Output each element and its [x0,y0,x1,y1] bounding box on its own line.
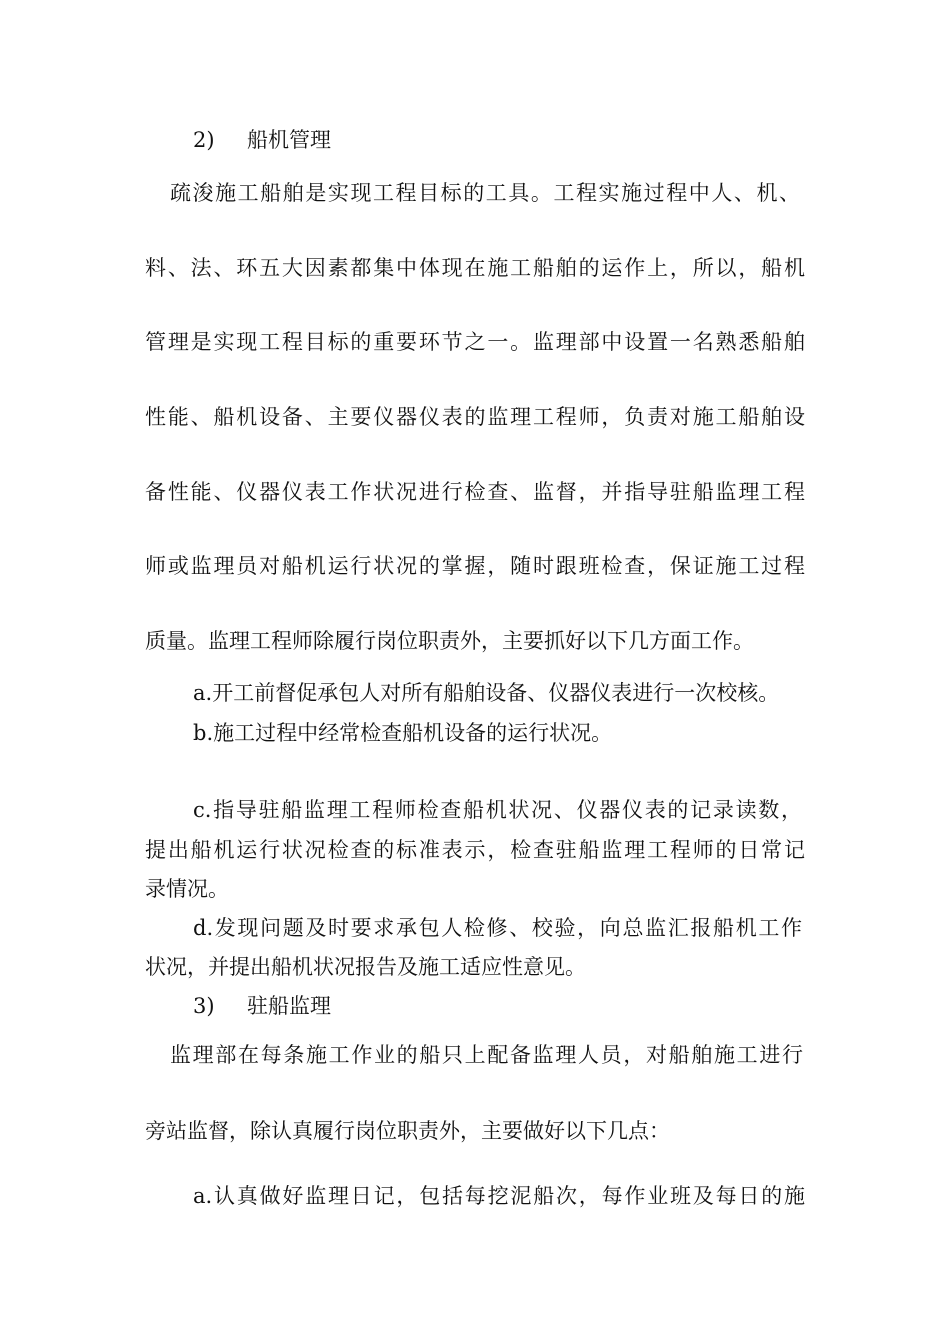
section-2-paragraph-line: 质量。监理工程师除履行岗位职责外，主要抓好以下几方面工作。 [145,629,754,653]
section-3-paragraph-line: 监理部在每条施工作业的船只上配备监理人员，对船舶施工进行 [170,1043,803,1067]
section-2-paragraph-line: 管理是实现工程目标的重要环节之一。监理部中设置一名熟悉船舶 [145,330,805,354]
section-3-paragraph-line: 旁站监督，除认真履行岗位职责外，主要做好以下几点： [145,1119,670,1143]
section-2-paragraph-line: 备性能、仪器仪表工作状况进行检查、监督，并指导驻船监理工程 [145,480,805,504]
section-2-paragraph-line: 疏浚施工船舶是实现工程目标的工具。工程实施过程中人、机、 [170,181,800,205]
section-2-item-d-line: 状况，并提出船机状况报告及施工适应性意见。 [145,955,586,979]
section-2-number: 2) [193,128,215,152]
section-2-paragraph-line: 师或监理员对船机运行状况的掌握，随时跟班检查，保证施工过程 [145,554,805,578]
section-2-item-c-line: c.指导驻船监理工程师检查船机状况、仪器仪表的记录读数， [193,798,802,822]
section-2-item-c-line: 提出船机运行状况检查的标准表示，检查驻船监理工程师的日常记 [145,838,805,862]
section-2-item-d-line: d.发现问题及时要求承包人检修、校验，向总监汇报船机工作 [193,916,802,940]
section-2-heading [145,126,805,154]
section-2-paragraph-line: 料、法、环五大因素都集中体现在施工船舶的运作上，所以，船机 [145,256,805,280]
section-3-title: 驻船监理 [247,994,331,1018]
section-3-number: 3) [193,994,215,1018]
section-2-item-c-line: 录情况。 [145,877,229,901]
section-2-item-b: b.施工过程中经常检查船机设备的运行状况。 [193,721,613,745]
section-3-item-a: a.认真做好监理日记，包括每挖泥船次，每作业班及每日的施 [193,1184,805,1208]
section-2-item-a: a.开工前督促承包人对所有船舶设备、仪器仪表进行一次校核。 [193,681,780,705]
section-2-title: 船机管理 [247,128,331,152]
section-2-paragraph-line: 性能、船机设备、主要仪器仪表的监理工程师，负责对施工船舶设 [145,405,805,429]
section-3-heading [145,992,805,1020]
